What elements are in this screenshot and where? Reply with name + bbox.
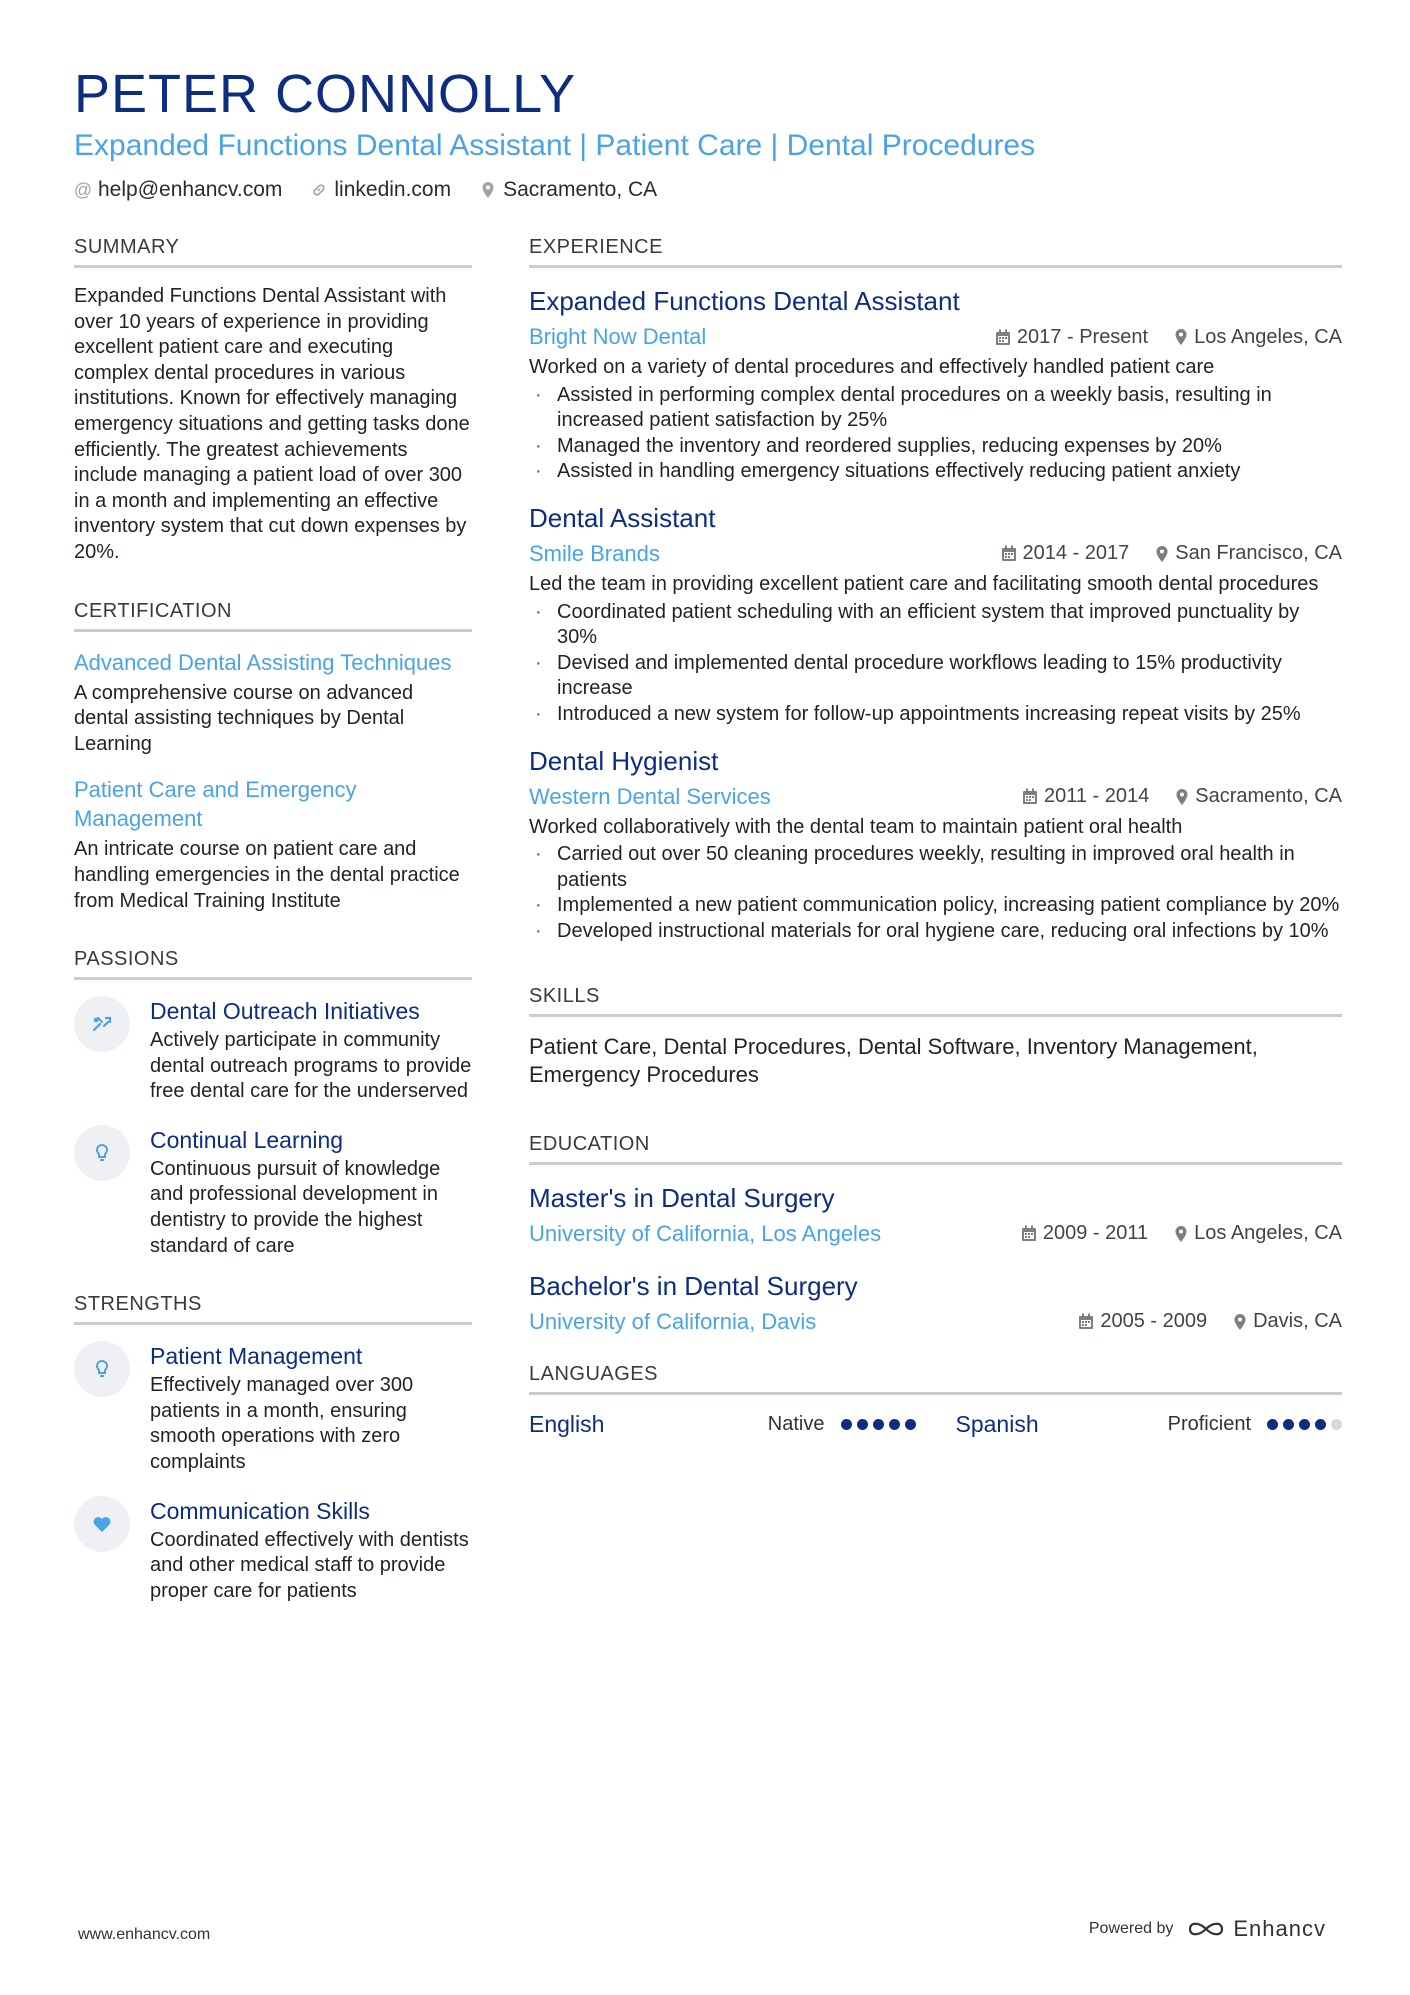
- school-name: University of California, Davis: [529, 1308, 817, 1334]
- contact-location: [479, 178, 657, 202]
- footer-branding: [1089, 1916, 1326, 1942]
- education-location-text: Los Angeles, CA: [1194, 1222, 1342, 1244]
- company-name: Smile Brands: [529, 540, 660, 566]
- job-dates: [1001, 542, 1130, 565]
- certification-title: Advanced Dental Assisting Techniques: [74, 649, 452, 675]
- passion-desc: Continuous pursuit of knowledge and professional development in dentistry to provide the highest standard of care: [150, 1157, 441, 1257]
- job-dates-text: 2017 - Present: [1016, 325, 1149, 348]
- job-entry: [529, 284, 1342, 485]
- calendar-icon: [1001, 545, 1017, 562]
- powered-by-text: Powered by: [1088, 1920, 1174, 1937]
- footer-website[interactable]: www.enhancv.com: [78, 1926, 211, 1943]
- resume-header: [74, 64, 1344, 202]
- passion-title: Dental Outreach Initiatives: [150, 998, 420, 1025]
- location-icon: [1174, 328, 1188, 346]
- language-name: English: [529, 1410, 605, 1437]
- education-dates-text: 2005 - 2009: [1100, 1310, 1208, 1332]
- rating-dot-filled: [1299, 1419, 1310, 1430]
- rating-dot-filled: [889, 1419, 900, 1430]
- certification-desc: An intricate course on patient care and handling emergencies in the dental practice from Medical Training Institute: [74, 838, 460, 912]
- school-name: University of California, Los Angeles: [529, 1220, 882, 1246]
- strength-title: Communication Skills: [150, 1497, 370, 1524]
- job-bullet: · Developed instructional materials for oral hygiene care, reducing oral infections by 10%: [529, 919, 1342, 945]
- education-location: [1174, 1222, 1342, 1245]
- contact-linkedin-text: linkedin.com: [334, 178, 452, 201]
- job-description: Led the team in providing excellent patient care and facilitating smooth dental procedures: [529, 572, 1319, 595]
- rating-dot-filled: [1315, 1419, 1326, 1430]
- summary-text: Expanded Functions Dental Assistant with over 10 years of experience in providing excellent patient care and executing complex dental procedures in various institutions. Known for effectively managing emergency situations and getting tasks done efficiently. The greatest achievements include managing a patient load of over 300 in a month and implementing an effective inventory system that cut down expenses by 20%.: [74, 285, 470, 563]
- languages-heading: LANGUAGES: [529, 1363, 1342, 1395]
- location-icon: [1175, 788, 1189, 806]
- certification-title: Patient Care and Emergency Management: [74, 777, 357, 832]
- rating-dot-filled: [857, 1419, 868, 1430]
- skills-section: [529, 985, 1342, 1089]
- education-dates: [1078, 1310, 1207, 1333]
- education-dates: [1021, 1222, 1148, 1245]
- certification-section: [74, 600, 472, 915]
- passion-title: Continual Learning: [150, 1126, 344, 1153]
- job-bullets: [529, 842, 1342, 944]
- degree-title: Bachelor's in Dental Surgery: [529, 1270, 858, 1301]
- lightbulb-icon: [74, 1125, 130, 1181]
- job-bullets: [529, 600, 1342, 728]
- location-icon: [1155, 545, 1169, 563]
- language-rating: [841, 1419, 916, 1430]
- headline: Expanded Functions Dental Assistant | Patient Care | Dental Procedures: [74, 129, 1036, 162]
- language-item: [956, 1411, 1343, 1438]
- job-dates-text: 2014 - 2017: [1022, 542, 1130, 565]
- language-name: Spanish: [955, 1410, 1039, 1437]
- job-location-text: San Francisco, CA: [1175, 542, 1342, 565]
- calendar-icon: [1078, 1313, 1094, 1330]
- education-entry: [529, 1269, 1342, 1337]
- strengths-heading: STRENGTHS: [74, 1293, 472, 1325]
- rating-dot-filled: [1267, 1419, 1278, 1430]
- candidate-name: PETER CONNOLLY: [74, 64, 577, 124]
- strength-item: [74, 1341, 472, 1475]
- education-heading: EDUCATION: [529, 1133, 1342, 1165]
- handshake-icon: [74, 996, 130, 1052]
- right-column: [529, 236, 1342, 1472]
- education-section: [529, 1133, 1342, 1337]
- certification-item: [74, 648, 472, 758]
- job-description: Worked collaboratively with the dental team to maintain patient oral health: [529, 815, 1183, 838]
- location-icon: [479, 181, 497, 199]
- brand-logo[interactable]: [1187, 1916, 1326, 1942]
- job-dates: [1022, 785, 1149, 808]
- contact-row: [74, 178, 1344, 202]
- languages-section: [529, 1363, 1342, 1438]
- job-location: [1175, 785, 1342, 808]
- strengths-section: [74, 1293, 472, 1604]
- calendar-icon: [1022, 788, 1038, 805]
- strength-item: [74, 1496, 472, 1605]
- summary-heading: SUMMARY: [74, 236, 472, 268]
- link-icon: [310, 181, 328, 199]
- language-level: Proficient: [1167, 1412, 1251, 1435]
- brand-name: Enhancv: [1233, 1916, 1326, 1941]
- rating-dot-filled: [841, 1419, 852, 1430]
- at-icon: @: [73, 179, 93, 200]
- job-bullet: · Devised and implemented dental procedure workflows leading to 15% productivity increase: [529, 651, 1342, 702]
- rating-dot-empty: [1331, 1419, 1342, 1430]
- company-name: Western Dental Services: [529, 783, 771, 809]
- strength-title: Patient Management: [150, 1343, 363, 1370]
- job-bullet: · Assisted in performing complex dental procedures on a weekly basis, resulting in increased patient satisfaction by 25%: [529, 383, 1342, 434]
- job-title: Dental Hygienist: [529, 745, 719, 776]
- certification-heading: CERTIFICATION: [74, 600, 472, 632]
- enhancv-logo-icon: [1187, 1918, 1225, 1940]
- job-bullets: [529, 383, 1342, 485]
- job-bullet: · Carried out over 50 cleaning procedures weekly, resulting in improved oral health in patients: [529, 842, 1342, 893]
- job-location: [1174, 326, 1342, 349]
- strength-desc: Effectively managed over 300 patients in a month, ensuring smooth operations with zero complaints: [150, 1374, 414, 1474]
- job-bullet: · Coordinated patient scheduling with an efficient system that improved punctuality by 30%: [529, 600, 1342, 651]
- contact-email-text: help@enhancv.com: [98, 178, 283, 201]
- job-entry: [529, 744, 1342, 945]
- passions-heading: PASSIONS: [74, 948, 472, 980]
- education-location: [1233, 1310, 1342, 1333]
- rating-dot-filled: [905, 1419, 916, 1430]
- contact-linkedin[interactable]: [310, 178, 451, 202]
- education-dates-text: 2009 - 2011: [1042, 1222, 1149, 1244]
- experience-section: [529, 236, 1342, 945]
- company-name: Bright Now Dental: [529, 324, 707, 349]
- passion-desc: Actively participate in community dental outreach programs to provide free dental care for the underserved: [150, 1029, 472, 1103]
- strength-desc: Coordinated effectively with dentists and other medical staff to provide proper care for patients: [150, 1528, 469, 1602]
- language-rating: [1267, 1419, 1342, 1430]
- education-location-text: Davis, CA: [1253, 1310, 1342, 1332]
- heart-icon: [74, 1496, 130, 1552]
- job-location-text: Los Angeles, CA: [1194, 325, 1342, 348]
- job-entry: [529, 501, 1342, 728]
- job-title: Expanded Functions Dental Assistant: [529, 286, 960, 316]
- rating-dot-filled: [873, 1419, 884, 1430]
- contact-location-text: Sacramento, CA: [503, 178, 658, 201]
- lightbulb-icon: [74, 1341, 130, 1397]
- skills-list: Patient Care, Dental Procedures, Dental Software, Inventory Management, Emergency Procedures: [529, 1033, 1258, 1087]
- certification-desc: A comprehensive course on advanced dental assisting techniques by Dental Learning: [74, 681, 414, 755]
- job-bullet: · Managed the inventory and reordered supplies, reducing expenses by 20%: [529, 434, 1342, 460]
- language-item: [529, 1411, 916, 1438]
- passions-section: [74, 948, 472, 1259]
- passion-item: [74, 1125, 472, 1259]
- job-bullet: · Introduced a new system for follow-up appointments increasing repeat visits by 25%: [529, 702, 1342, 728]
- job-description: Worked on a variety of dental procedures and effectively handled patient care: [529, 356, 1215, 378]
- job-title: Dental Assistant: [529, 502, 716, 533]
- contact-email[interactable]: [74, 178, 282, 202]
- passion-item: [74, 996, 472, 1105]
- job-location-text: Sacramento, CA: [1195, 785, 1342, 808]
- location-icon: [1233, 1313, 1247, 1331]
- certification-item: [74, 775, 472, 914]
- summary-section: [74, 236, 472, 566]
- location-icon: [1174, 1225, 1188, 1243]
- education-entry: [529, 1181, 1342, 1249]
- left-column: [74, 236, 472, 1638]
- job-bullet: · Implemented a new patient communication policy, increasing patient compliance by 20%: [529, 893, 1342, 919]
- experience-heading: EXPERIENCE: [529, 236, 1342, 268]
- job-dates-text: 2011 - 2014: [1043, 785, 1150, 808]
- degree-title: Master's in Dental Surgery: [529, 1182, 835, 1213]
- rating-dot-filled: [1283, 1419, 1294, 1430]
- calendar-icon: [1021, 1225, 1037, 1242]
- skills-heading: SKILLS: [529, 985, 1342, 1017]
- job-bullet: · Assisted in handling emergency situations effectively reducing patient anxiety: [529, 459, 1342, 485]
- job-location: [1155, 542, 1342, 565]
- job-dates: [995, 326, 1148, 349]
- language-level: Native: [767, 1412, 825, 1435]
- calendar-icon: [995, 329, 1011, 346]
